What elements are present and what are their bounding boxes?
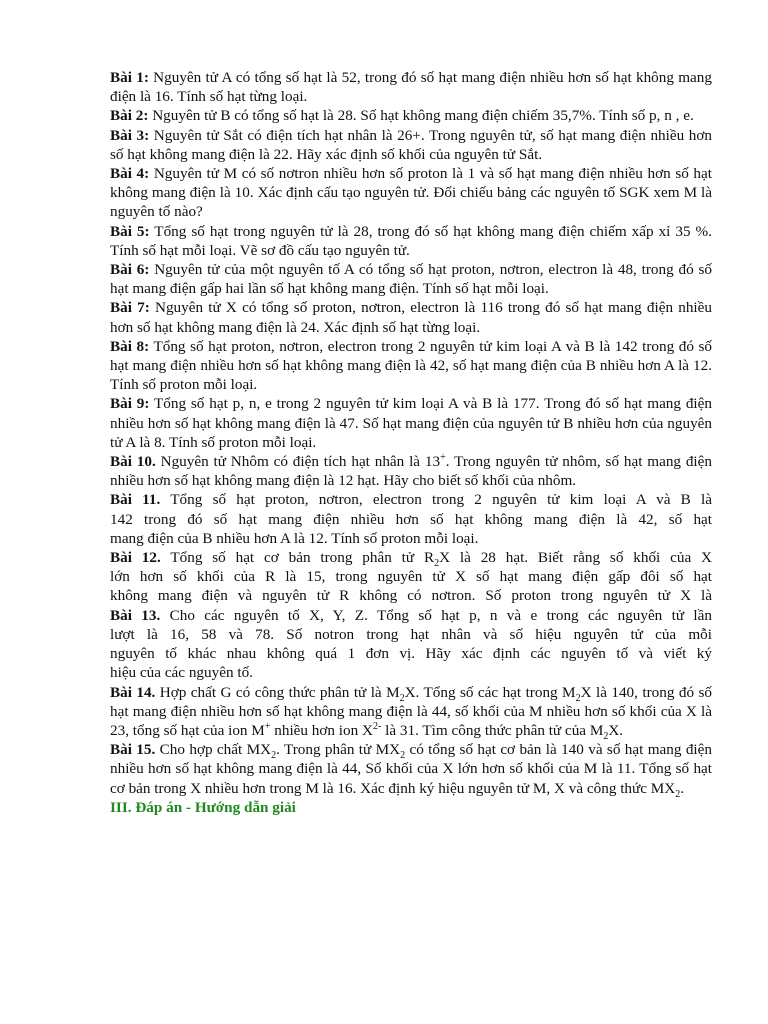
subscript: 2: [603, 730, 609, 742]
exercise-label: Bài 12.: [110, 549, 161, 567]
subscript: 2: [675, 788, 681, 800]
exercise-text: .: [680, 779, 685, 797]
exercise-11: [110, 490, 712, 548]
exercise-label: Bài 3:: [110, 126, 150, 144]
exercise-8: [110, 337, 712, 395]
exercise-1: [110, 68, 712, 106]
exercise-label: Bài 8:: [110, 337, 150, 355]
document-page: [110, 68, 712, 817]
exercise-text: . Trong nguyên tử nhôm, số hạt mang điện nhiều hơn số hạt không mang điện là 12 hạt. Hãy cho biết số khối của nhôm.: [110, 453, 712, 490]
exercise-label: Bài 2:: [110, 107, 149, 125]
exercise-text: Cho hợp chất MX: [155, 741, 272, 759]
exercise-label: Bài 13.: [110, 606, 161, 624]
exercise-9: [110, 394, 712, 452]
exercise-10: [110, 452, 712, 490]
exercise-text: Nguyên tử Sắt có điện tích hạt nhân là 26+. Trong nguyên tử, số hạt mang điện nhiều hơn số hạt không mang điện là 22. Hãy xác định số khối của nguyên tử Sắt.: [110, 126, 712, 163]
exercise-line: không mang điện và nguyên tử R không có nơtron. Số proton trong nguyên tử X là: [110, 587, 712, 605]
exercise-text: Nguyên tử Nhôm có điện tích hạt nhân là 13: [155, 453, 441, 471]
exercise-text: Cho các nguyên tố X, Y, Z. Tổng số hạt p, n và e trong các nguyên tử lần: [160, 606, 712, 624]
exercise-text: Tổng số hạt p, n, e trong 2 nguyên tử kim loại A và B là 177. Trong đó số hạt mang điện nhiều hơn số hạt không mang điện là 47. Số hạt mang điện của nguyên tử B nhiều hơn của nguyên tử A là 8. Tính số proton mỗi loại.: [110, 395, 712, 451]
exercise-text: . Trong phân tử MX: [276, 741, 401, 759]
exercise-label: Bài 10.: [110, 453, 156, 471]
exercise-3: [110, 126, 712, 164]
exercise-text: Nguyên tử B có tổng số hạt là 28. Số hạt không mang điện chiếm 35,7%. Tính số p, n , e.: [148, 107, 694, 125]
exercise-text: X. Tổng số các hạt trong M: [404, 683, 576, 701]
exercise-5: [110, 222, 712, 260]
exercise-text: là 31. Tìm công thức phân tử của M: [381, 721, 604, 739]
exercise-6: [110, 260, 712, 298]
exercise-text: X.: [608, 721, 624, 739]
exercise-line: mang điện của B nhiều hơn A là 12. Tính số proton mỗi loại.: [110, 529, 479, 547]
section-heading-answers: III. Đáp án - Hướng dẫn giải: [110, 798, 296, 816]
exercise-line: [110, 606, 712, 625]
exercise-2: [110, 106, 712, 125]
exercise-15: [110, 740, 712, 798]
exercise-14: [110, 683, 712, 741]
exercise-label: Bài 6:: [110, 261, 150, 279]
exercise-line: hiệu của các nguyên tố.: [110, 664, 253, 682]
exercise-13: [110, 606, 712, 683]
charge-superscript: +: [440, 452, 446, 463]
exercise-label: Bài 1:: [110, 69, 149, 86]
exercise-line: lượt là 16, 58 và 78. Số notron trong hạt nhân và số hiệu nguyên tử của mỗi: [110, 625, 712, 643]
exercise-text: Tổng số hạt cơ bản trong phân tử R: [160, 549, 435, 567]
exercise-text: Nguyên tử A có tổng số hạt là 52, trong đó số hạt mang điện nhiều hơn số hạt không mang điện là 16. Tính số hạt từng loại.: [110, 69, 712, 106]
exercise-7: [110, 298, 712, 336]
subscript: 2: [271, 750, 277, 762]
exercise-text: nhiều hơn ion X: [270, 721, 373, 739]
exercise-text: X là 28 hạt. Biết rằng số khối của X: [439, 549, 712, 567]
exercise-line: [110, 548, 712, 570]
subscript: 2: [399, 692, 405, 704]
exercise-line: nguyên tố khác nhau không quá 1 đơn vị. Hãy xác định các nguyên tố và viết ký: [110, 645, 712, 663]
exercise-label: Bài 4:: [110, 165, 150, 183]
exercise-label: Bài 9:: [110, 395, 150, 413]
exercise-line: 142 trong đó số hạt mang điện nhiều hơn số hạt không mang điện là 42, số hạt: [110, 510, 712, 528]
exercise-label: Bài 14.: [110, 683, 156, 701]
charge-superscript: +: [264, 720, 271, 732]
exercise-text: Tổng số hạt trong nguyên tử là 28, trong đó số hạt không mang điện chiếm xấp xỉ 35 %. Tính số hạt mỗi loại. Vẽ sơ đồ cấu tạo nguyên tử.: [110, 222, 712, 259]
exercise-label: Bài 5:: [110, 222, 150, 240]
exercise-text: có tổng số hạt cơ bản là 140 và số hạt mang điện nhiều hơn số hạt không mang điện là 44, Số khối của X lớn hơn số khối của M là 11. Tổng số hạt cơ bản trong X nhiều hơn trong M là 16. Xác định ký hiệu nguyên tử M, X và công thức MX: [110, 741, 712, 797]
exercise-text: Hợp chất G có công thức phân tử là M: [155, 683, 400, 701]
exercise-text: X là 140, trong đó số hạt mang điện nhiều hơn số hạt không mang điện là 44, số khối của M nhiều hơn số khối của X là 23, tổng số hạt của ion M: [110, 683, 712, 739]
exercise-text: Nguyên tử của một nguyên tố A có tổng số hạt proton, nơtron, electron là 48, trong đó số hạt mang điện gấp hai lần số hạt không mang điện. Tính số hạt mỗi loại.: [110, 261, 712, 298]
exercise-text: Tổng số hạt proton, nơtron, electron trong 2 nguyên tử kim loại A và B là 142 trong đó số hạt mang điện nhiều hơn số hạt không mang điện là 42, số hạt mang điện của B nhiều hơn A là 12. Tính số proton mỗi loại.: [110, 337, 712, 394]
subscript: 2: [434, 558, 440, 570]
charge-superscript: 2-: [372, 720, 382, 732]
exercise-line: lớn hơn số khối của R là 15, trong nguyên tử X số hạt mang điện gấp đôi số hạt: [110, 568, 712, 586]
subscript: 2: [575, 692, 581, 704]
exercise-text: Tổng số hạt proton, nơtron, electron trong 2 nguyên tử kim loại A và B là: [160, 491, 713, 509]
exercise-text: Nguyên tử M có số nơtron nhiều hơn số proton là 1 và số hạt mang điện nhiều hơn số hạt không mang điện là 10. Xác định cấu tạo nguyên tử. Đối chiếu bảng các nguyên tố SGK xem M là nguyên tố nào?: [110, 165, 712, 221]
exercise-12: [110, 548, 712, 606]
exercise-text: Nguyên tử X có tổng số proton, nơtron, electron là 116 trong đó số hạt mang điện nhiều hơn số hạt không mang điện là 24. Xác định số hạt từng loại.: [110, 299, 712, 336]
subscript: 2: [400, 750, 406, 762]
exercise-label: Bài 7:: [110, 299, 150, 317]
exercise-line: [110, 490, 712, 509]
exercise-label: Bài 15.: [110, 741, 156, 759]
exercise-4: [110, 164, 712, 222]
exercise-label: Bài 11.: [110, 491, 161, 509]
